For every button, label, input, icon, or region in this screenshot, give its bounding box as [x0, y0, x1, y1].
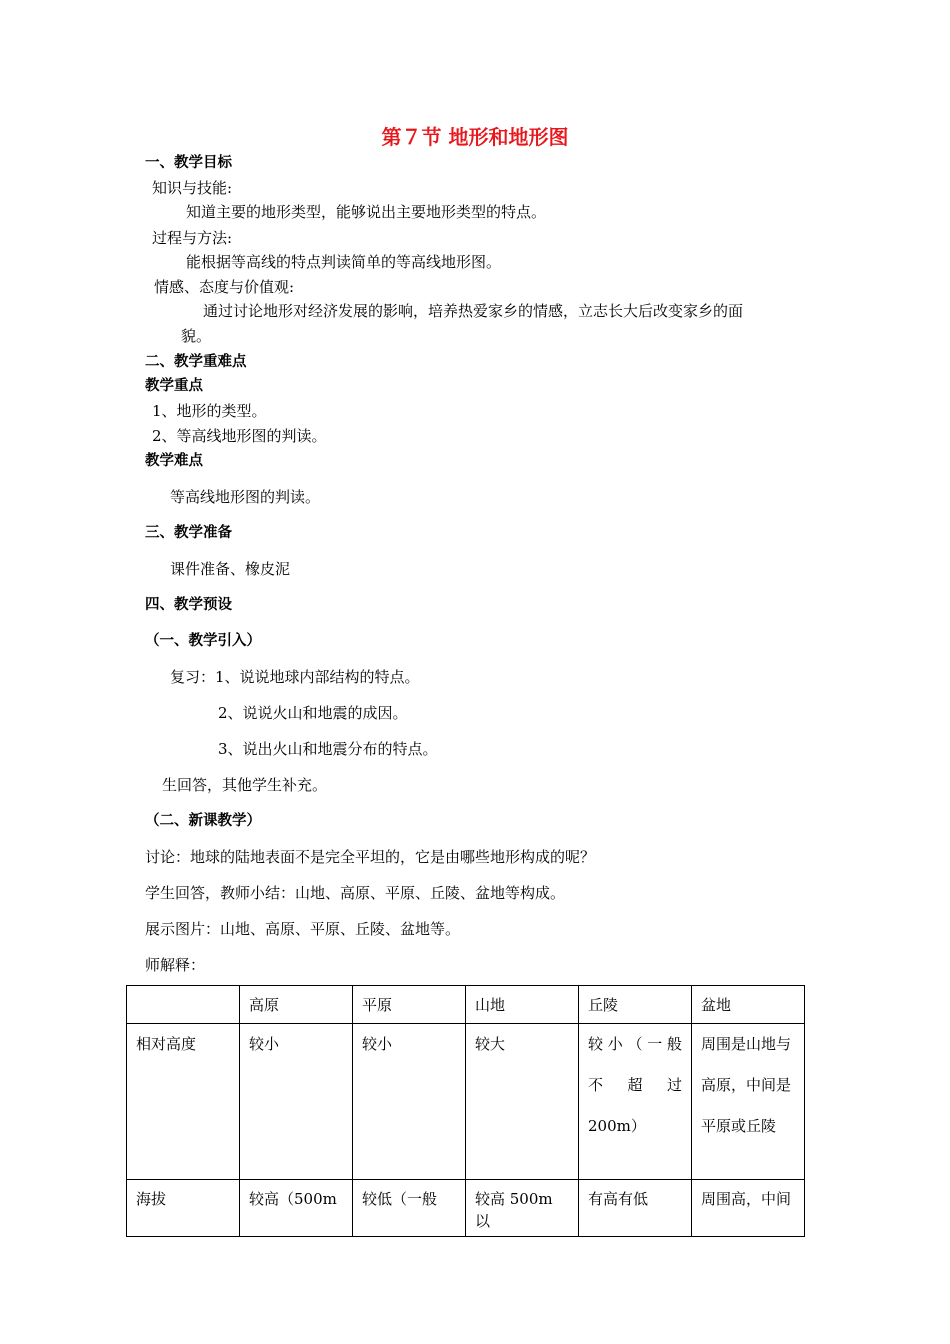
section-1-heading: 一、教学目标 [145, 155, 232, 171]
discussion-text: 讨论：地球的陆地表面不是完全平坦的，它是由哪些地形构成的呢？ [145, 848, 596, 866]
knowledge-label: 知识与技能: [152, 179, 233, 197]
review-item-3: 3、说出火山和地震分布的特点。 [218, 740, 438, 758]
page-title: 第７节 地形和地形图 [381, 125, 569, 149]
section-2-heading: 二、教学重难点 [145, 354, 247, 370]
table-cell: 周围高，中间 [692, 1180, 805, 1237]
table-cell-line: 平原或丘陵 [701, 1117, 777, 1135]
review-item-1: 复习：1、说说地球内部结构的特点。 [170, 668, 420, 686]
preparation-text: 课件准备、橡皮泥 [170, 560, 291, 578]
show-pictures-text: 展示图片：山地、高原、平原、丘陵、盆地等。 [145, 920, 461, 938]
table-cell: 较高（500m [240, 1180, 353, 1237]
table-row-label: 相对高度 [127, 1024, 240, 1180]
table-row-label: 海拔 [127, 1180, 240, 1237]
table-header-cell: 山地 [466, 986, 579, 1024]
table-cell: 较大 [466, 1024, 579, 1180]
table-cell: 较小 [353, 1024, 466, 1180]
table-header-row [127, 986, 805, 1024]
table-cell-line: 200m） [588, 1117, 646, 1135]
new-lesson-heading: （二、新课教学） [145, 813, 261, 829]
table-cell-line: 周围是山地与 [701, 1035, 792, 1053]
key-points-heading: 教学重点 [145, 378, 203, 394]
table-row [127, 1180, 805, 1237]
section-3-heading: 三、教学准备 [145, 525, 232, 541]
table-header-cell: 高原 [240, 986, 353, 1024]
student-answer-text: 生回答，其他学生补充。 [162, 776, 328, 794]
table-row [127, 1024, 805, 1180]
table-cell: 较小 [240, 1024, 353, 1180]
process-text: 能根据等高线的特点判读简单的等高线地形图。 [186, 253, 502, 271]
key-point-2: 2、等高线地形图的判读。 [152, 427, 327, 445]
table-cell [579, 1024, 692, 1180]
table-header-cell: 平原 [353, 986, 466, 1024]
landform-comparison-table [126, 985, 805, 1237]
table-header-cell: 丘陵 [579, 986, 692, 1024]
table-cell: 有高有低 [579, 1180, 692, 1237]
table-cell [692, 1024, 805, 1180]
emotion-text-line1: 通过讨论地形对经济发展的影响，培养热爱家乡的情感，立志长大后改变家乡的面 [203, 302, 744, 320]
difficult-point-1: 等高线地形图的判读。 [170, 488, 321, 506]
section-4-heading: 四、教学预设 [145, 597, 232, 613]
process-label: 过程与方法: [152, 229, 233, 247]
emotion-label: 情感、态度与价值观: [154, 278, 295, 296]
teacher-summary-text: 学生回答，教师小结：山地、高原、平原、丘陵、盆地等构成。 [145, 884, 566, 902]
key-point-1: 1、地形的类型。 [152, 402, 267, 420]
difficult-points-heading: 教学难点 [145, 453, 203, 469]
table-cell: 较低（一般 [353, 1180, 466, 1237]
intro-heading: （一、教学引入） [145, 633, 261, 649]
table-header-cell [127, 986, 240, 1024]
knowledge-text: 知道主要的地形类型，能够说出主要地形类型的特点。 [186, 203, 547, 221]
table-cell-line: 高原，中间是 [701, 1076, 792, 1094]
table-cell-line: 较小（一般 [588, 1035, 682, 1053]
teacher-explain-text: 师解释： [145, 956, 206, 974]
table-cell-line: 不 超 过 [588, 1076, 682, 1094]
table-cell: 较高 500m 以 [466, 1180, 579, 1237]
emotion-text-line2: 貌。 [181, 327, 212, 345]
review-item-2: 2、说说火山和地震的成因。 [218, 704, 408, 722]
table-header-cell: 盆地 [692, 986, 805, 1024]
